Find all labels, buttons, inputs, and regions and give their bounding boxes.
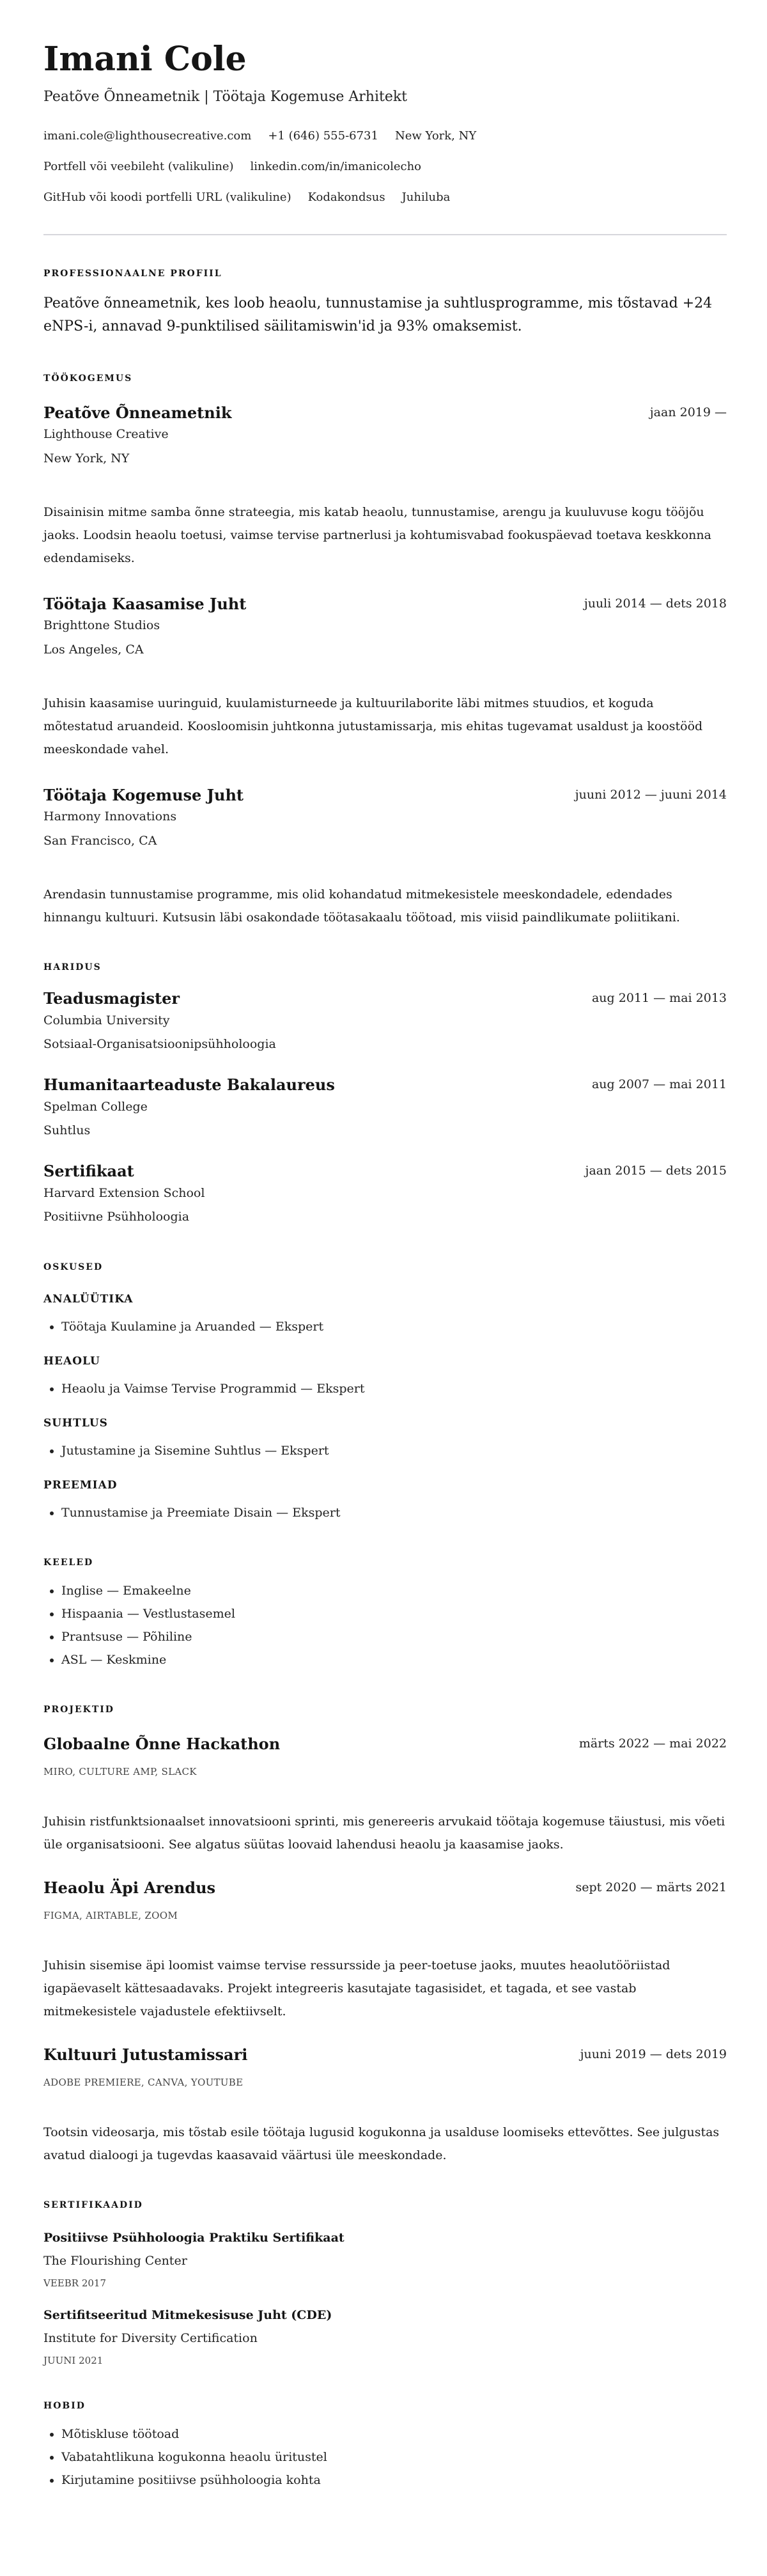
project-header bbox=[43, 1878, 727, 1898]
education-section bbox=[43, 961, 727, 1229]
education-header bbox=[43, 1075, 727, 1095]
header-divider bbox=[43, 234, 727, 235]
contact-row bbox=[43, 188, 727, 207]
project-tech: ADOBE PREMIERE, CANVA, YOUTUBE bbox=[43, 2077, 244, 2088]
contact-row bbox=[43, 127, 727, 146]
contact-item: GitHub või koodi portfelli URL (valikuline) bbox=[43, 191, 291, 204]
project-entry bbox=[43, 1878, 727, 2023]
project-title: Kultuuri Jutustamissari bbox=[43, 2045, 248, 2064]
contact-item[interactable]: linkedin.com/in/imanicolecho bbox=[250, 160, 421, 173]
project-header bbox=[43, 2045, 727, 2065]
project-title: Globaalne Õnne Hackathon bbox=[43, 1735, 281, 1753]
job-title: Töötaja Kaasamise Juht bbox=[43, 595, 247, 613]
skills-section bbox=[43, 1261, 727, 1524]
certification-issuer: The Flourishing Center bbox=[43, 2254, 187, 2268]
project-tech: FIGMA, AIRTABLE, ZOOM bbox=[43, 1910, 178, 1921]
job-description: Juhisin kaasamise uuringuid, kuulamisturneede ja kultuurilaborite läbi mitmes stuudios, et koguda mõtestatud aruandeid. Koosloomisin juhtkonna jutustamissarja, mis ehitas tugevamat usaldust ja koostööd meeskondade vahel. bbox=[43, 696, 703, 756]
degree-title: Humanitaarteaduste Bakalaureus bbox=[43, 1075, 335, 1094]
contact-row bbox=[43, 157, 727, 176]
institution: Columbia University bbox=[43, 1013, 170, 1027]
job-location: New York, NY bbox=[43, 451, 130, 465]
contact-item: Portfell või veebileht (valikuline) bbox=[43, 160, 234, 173]
section-heading: OSKUSED bbox=[43, 1262, 104, 1272]
field-of-study: Positiivne Psühholoogia bbox=[43, 1210, 190, 1224]
section-heading: KEELED bbox=[43, 1557, 94, 1568]
skill-list bbox=[43, 1315, 727, 1338]
contact-item[interactable]: imani.cole@lighthousecreative.com bbox=[43, 129, 252, 143]
skill-category: ANALÜÜTIKA bbox=[43, 1293, 134, 1306]
candidate-name: Imani Cole bbox=[43, 40, 247, 79]
hobby-item: • Vabatahtlikuna kogukonna heaolu üritustel bbox=[61, 2446, 727, 2469]
job-company: Brighttone Studios bbox=[43, 618, 160, 632]
skill-item: • Heaolu ja Vaimse Tervise Programmid — Ekspert bbox=[61, 1377, 727, 1400]
section-heading: SERTIFIKAADID bbox=[43, 2200, 143, 2210]
job-entry bbox=[43, 403, 727, 570]
skill-list bbox=[43, 1439, 727, 1462]
job-company: Harmony Innovations bbox=[43, 809, 177, 824]
education-entry bbox=[43, 988, 727, 1056]
project-dates: juuni 2019 — dets 2019 bbox=[580, 2047, 727, 2061]
job-header bbox=[43, 785, 727, 806]
resume-header bbox=[43, 40, 727, 207]
skill-item: • Tunnustamise ja Preemiate Disain — Ekspert bbox=[61, 1501, 727, 1524]
hobbies-section bbox=[43, 2400, 727, 2492]
certification-date: JUUNI 2021 bbox=[43, 2355, 104, 2366]
job-description: Disainisin mitme samba õnne strateegia, mis katab heaolu, tunnustamise, arengu ja kuuluvuse kogu tööjõu jaoks. Loodsin heaolu toetusi, vaimse tervise partnerlusi ja kohtumisvabad fookuspäevad toetava keskkonna edendamiseks. bbox=[43, 505, 711, 565]
degree-title: Teadusmagister bbox=[43, 989, 180, 1008]
skill-category: PREEMIAD bbox=[43, 1479, 118, 1492]
hobby-item: • Mõtiskluse töötoad bbox=[61, 2423, 727, 2446]
section-heading: PROJEKTID bbox=[43, 1705, 114, 1715]
section-heading: TÖÖKOGEMUS bbox=[43, 373, 133, 384]
certification-title: Positiivse Psühholoogia Praktiku Sertifikaat bbox=[43, 2231, 345, 2245]
profile-section bbox=[43, 267, 727, 338]
education-entry bbox=[43, 1075, 727, 1143]
job-dates: juuli 2014 — dets 2018 bbox=[584, 597, 727, 611]
language-item: • Prantsuse — Põhiline bbox=[61, 1625, 727, 1648]
project-entry bbox=[43, 1734, 727, 1856]
hobby-item: • Kirjutamine positiivse psühholoogia kohta bbox=[61, 2469, 727, 2492]
language-item: • Inglise — Emakeelne bbox=[61, 1579, 727, 1602]
section-heading: HOBID bbox=[43, 2401, 86, 2411]
education-header bbox=[43, 988, 727, 1009]
certification-title: Sertifitseeritud Mitmekesisuse Juht (CDE) bbox=[43, 2308, 332, 2322]
certification-date: VEEBR 2017 bbox=[43, 2277, 106, 2289]
education-entry bbox=[43, 1161, 727, 1229]
job-header bbox=[43, 403, 727, 423]
institution: Spelman College bbox=[43, 1100, 148, 1114]
project-tech: MIRO, CULTURE AMP, SLACK bbox=[43, 1766, 197, 1777]
project-entry bbox=[43, 2045, 727, 2167]
certification-entry bbox=[43, 2306, 727, 2368]
project-title: Heaolu Äpi Arendus bbox=[43, 1878, 216, 1897]
contact-item: +1 (646) 555-6731 bbox=[268, 129, 378, 143]
education-dates: jaan 2015 — dets 2015 bbox=[585, 1164, 727, 1178]
language-item: • ASL — Keskmine bbox=[61, 1648, 727, 1671]
languages-section bbox=[43, 1556, 727, 1671]
candidate-headline: Peatõve Õnneametnik | Töötaja Kogemuse Arhitekt bbox=[43, 89, 408, 105]
project-description: Tootsin videosarja, mis tõstab esile töötaja lugusid kogukonna ja usalduse loomiseks ettevõttes. See julgustas avatud dialoogi ja tugevdas kaasavaid väärtusi üle meeskondade. bbox=[43, 2125, 720, 2162]
project-description: Juhisin sisemise äpi loomist vaimse tervise ressursside ja peer-toetuse jaoks, muutes heaolutööriistad igapäevaselt kättesaadavaks. Projekt integreeris kasutajate tagasisidet, et tagada, et see vastab mitmekesistele vajadustele efektiivselt. bbox=[43, 1958, 670, 2018]
languages-list bbox=[43, 1579, 727, 1671]
certification-entry bbox=[43, 2229, 727, 2290]
skill-list bbox=[43, 1377, 727, 1400]
degree-title: Sertifikaat bbox=[43, 1162, 134, 1180]
job-entry bbox=[43, 594, 727, 761]
skill-list bbox=[43, 1501, 727, 1524]
experience-section bbox=[43, 372, 727, 929]
job-dates: jaan 2019 — bbox=[649, 405, 727, 419]
project-dates: märts 2022 — mai 2022 bbox=[578, 1737, 727, 1751]
certifications-section bbox=[43, 2199, 727, 2368]
education-header bbox=[43, 1161, 727, 1182]
contact-item: Kodakondsus bbox=[307, 191, 385, 204]
projects-section bbox=[43, 1703, 727, 2167]
institution: Harvard Extension School bbox=[43, 1186, 205, 1200]
contact-info bbox=[43, 127, 727, 207]
profile-summary: Peatõve õnneametnik, kes loob heaolu, tunnustamise ja suhtlusprogramme, mis tõstavad +24 eNPS-i, annavad 9-punktilised säilitamiswin'id ja 93% omaksemist. bbox=[43, 295, 713, 334]
section-heading: PROFESSIONAALNE PROFIIL bbox=[43, 269, 222, 279]
hobbies-list bbox=[43, 2423, 727, 2492]
job-dates: juuni 2012 — juuni 2014 bbox=[575, 788, 727, 802]
job-location: San Francisco, CA bbox=[43, 834, 157, 848]
field-of-study: Suhtlus bbox=[43, 1123, 91, 1137]
contact-item: New York, NY bbox=[394, 129, 477, 143]
education-dates: aug 2011 — mai 2013 bbox=[591, 991, 727, 1005]
job-location: Los Angeles, CA bbox=[43, 643, 144, 657]
project-dates: sept 2020 — märts 2021 bbox=[575, 1880, 727, 1894]
contact-item: Juhiluba bbox=[401, 191, 451, 204]
job-description: Arendasin tunnustamise programme, mis olid kohandatud mitmekesistele meeskondadele, edendades hinnangu kultuuri. Kutsusin läbi osakondade töötasakaalu töötoad, mis viisid paindlikumate poliitikani. bbox=[43, 887, 680, 925]
project-description: Juhisin ristfunktsionaalset innovatsiooni sprinti, mis genereeris arvukaid töötaja kogemuse täiustusi, mis võeti üle organisatsiooni. See algatus süütas loovaid lahendusi heaolu ja kaasamise jaoks. bbox=[43, 1815, 725, 1852]
job-title: Peatõve Õnneametnik bbox=[43, 403, 232, 422]
job-header bbox=[43, 594, 727, 614]
job-company: Lighthouse Creative bbox=[43, 427, 169, 441]
education-dates: aug 2007 — mai 2011 bbox=[591, 1077, 727, 1091]
skill-category: SUHTLUS bbox=[43, 1417, 108, 1430]
job-entry bbox=[43, 785, 727, 929]
skill-category: HEAOLU bbox=[43, 1355, 100, 1368]
skill-item: • Töötaja Kuulamine ja Aruanded — Ekspert bbox=[61, 1315, 727, 1338]
language-item: • Hispaania — Vestlustasemel bbox=[61, 1602, 727, 1625]
section-heading: HARIDUS bbox=[43, 962, 102, 972]
project-header bbox=[43, 1734, 727, 1754]
certification-issuer: Institute for Diversity Certification bbox=[43, 2331, 258, 2345]
job-title: Töötaja Kogemuse Juht bbox=[43, 786, 244, 804]
field-of-study: Sotsiaal-Organisatsioonipsühholoogia bbox=[43, 1037, 276, 1051]
skill-item: • Jutustamine ja Sisemine Suhtlus — Ekspert bbox=[61, 1439, 727, 1462]
